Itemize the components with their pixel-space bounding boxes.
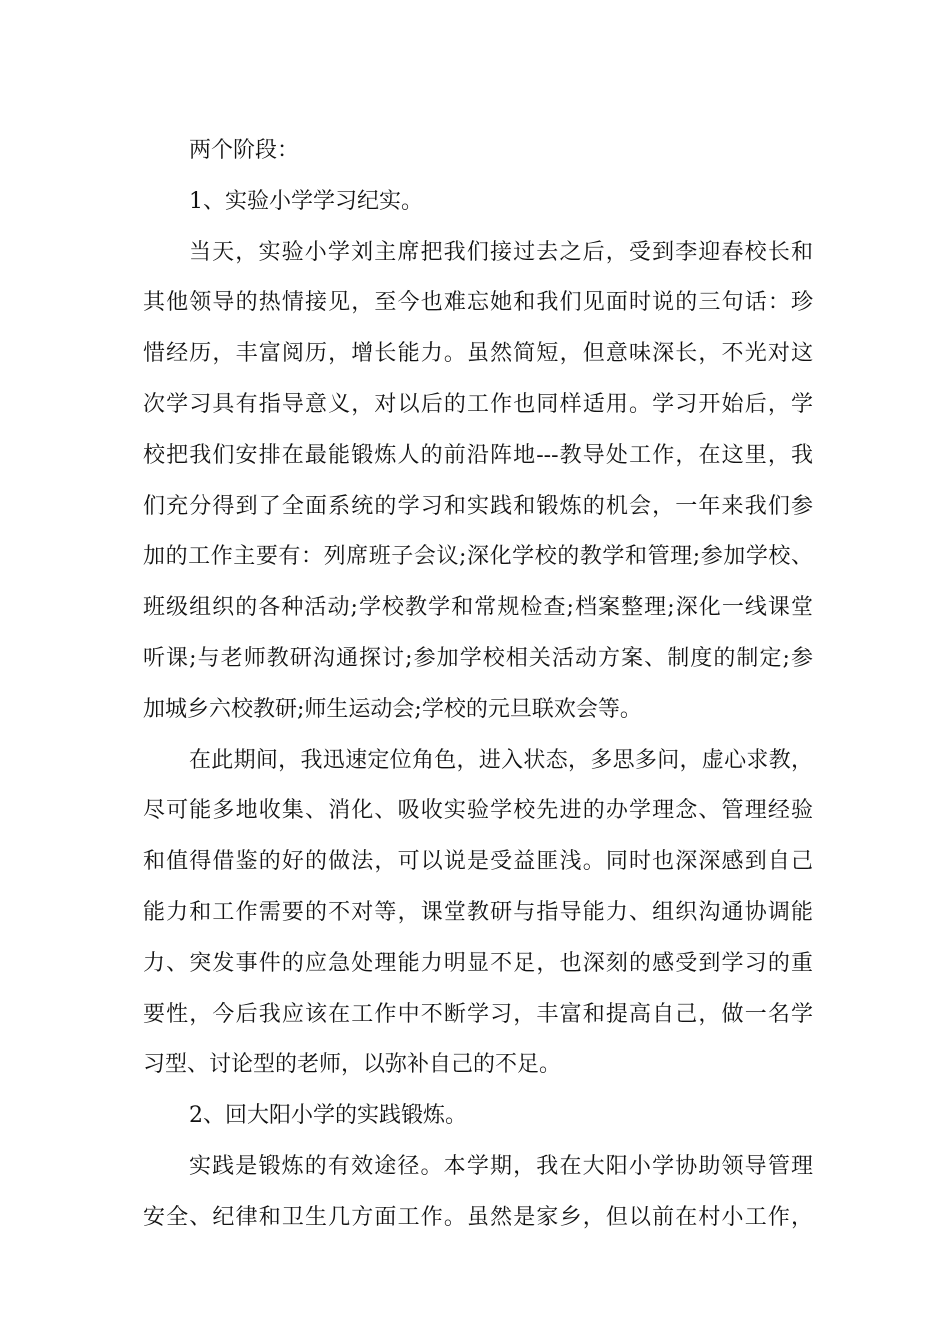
- text-line: 在此期间，我迅速定位角色，进入状态，多思多问，虚心求教，: [189, 747, 813, 773]
- text-line: 听课;与老师教研沟通探讨;参加学校相关活动方案、制度的制定;参: [143, 645, 813, 671]
- text-line: 力、突发事件的应急处理能力明显不足，也深刻的感受到学习的重: [143, 950, 813, 976]
- text-line: 1、实验小学学习纪实。: [189, 188, 423, 214]
- text-line: 能力和工作需要的不对等，课堂教研与指导能力、组织沟通协调能: [143, 899, 813, 925]
- text-line: 尽可能多地收集、消化、吸收实验学校先进的办学理念、管理经验: [143, 798, 813, 824]
- text-line: 2、回大阳小学的实践锻炼。: [189, 1103, 467, 1129]
- text-line: 安全、纪律和卫生几方面工作。虽然是家乡，但以前在村小工作，: [143, 1204, 813, 1230]
- text-line: 要性，今后我应该在工作中不断学习，丰富和提高自己，做一名学: [143, 1001, 813, 1027]
- text-line: 加的工作主要有：列席班子会议;深化学校的教学和管理;参加学校、: [143, 544, 813, 570]
- text-line: 习型、讨论型的老师，以弥补自己的不足。: [143, 1052, 562, 1078]
- text-line: 们充分得到了全面系统的学习和实践和锻炼的机会，一年来我们参: [143, 493, 813, 519]
- text-line: 当天，实验小学刘主席把我们接过去之后，受到李迎春校长和: [189, 239, 813, 265]
- text-line: 惜经历，丰富阅历，增长能力。虽然简短，但意味深长，不光对这: [143, 341, 813, 367]
- text-line: 次学习具有指导意义，对以后的工作也同样适用。学习开始后，学: [143, 391, 813, 417]
- text-line: 班级组织的各种活动;学校教学和常规检查;档案整理;深化一线课堂: [143, 595, 813, 621]
- text-line: 加城乡六校教研;师生运动会;学校的元旦联欢会等。: [143, 696, 642, 722]
- document-body: [143, 126, 813, 1244]
- text-line: 两个阶段：: [189, 138, 300, 163]
- text-line: 校把我们安排在最能锻炼人的前沿阵地---教导处工作，在这里，我: [143, 442, 813, 468]
- text-line: 实践是锻炼的有效途径。本学期，我在大阳小学协助领导管理: [189, 1153, 813, 1179]
- text-line: 其他领导的热情接见，至今也难忘她和我们见面时说的三句话：珍: [143, 290, 813, 316]
- text-line: 和值得借鉴的好的做法，可以说是受益匪浅。同时也深深感到自己: [143, 849, 813, 875]
